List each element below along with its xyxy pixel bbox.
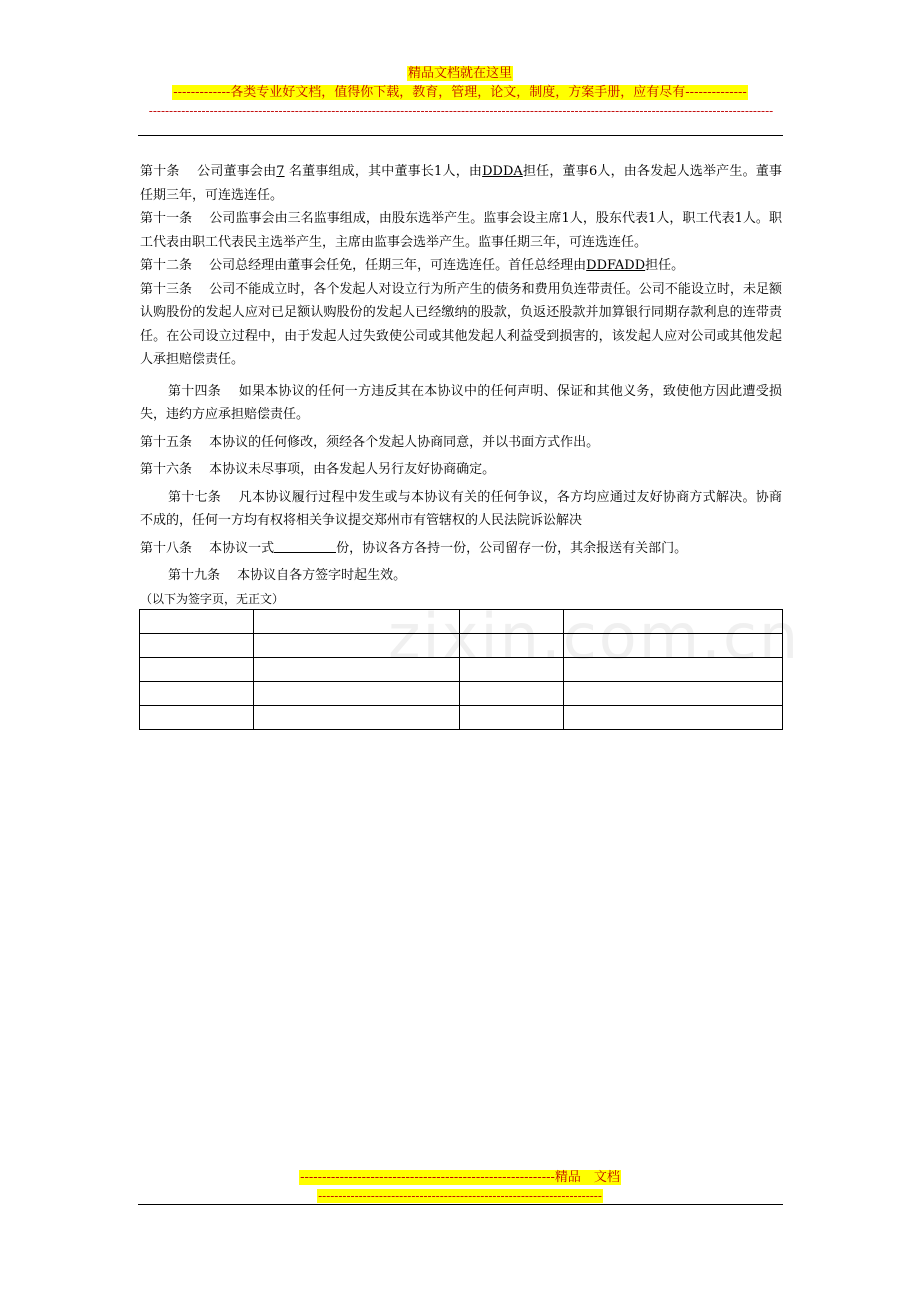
- article-text: 如果本协议的任何一方违反其在本协议中的任何声明、保证和其他义务，致使他方因此遭受损失，违约方应承担赔偿责任。: [140, 383, 782, 422]
- document-body: [140, 160, 782, 730]
- chairman-name: DDDA: [482, 164, 523, 179]
- signature-cell: [140, 633, 254, 657]
- signature-cell: [253, 609, 460, 633]
- article-10: [140, 160, 782, 207]
- header-dash-line: ----------------------------------------------------------------------------------------------------------------------------------------------------------: [148, 104, 774, 118]
- article-text: 本协议未尽事项，由各发起人另行友好协商确定。: [209, 462, 496, 477]
- article-text: 担任。: [645, 258, 685, 273]
- footer-line2: [0, 1188, 920, 1204]
- table-row: [140, 681, 783, 705]
- article-label: 第十五条: [140, 434, 193, 450]
- general-manager-name: DDFADD: [586, 258, 646, 273]
- signature-cell: [460, 681, 564, 705]
- footer-line1: [0, 1170, 920, 1186]
- article-13: [140, 278, 782, 372]
- header-title-text: 精品文档就在这里: [407, 66, 512, 81]
- article-text: 本协议一式: [209, 540, 275, 556]
- article-label: 第十六条: [140, 462, 193, 477]
- article-text: 份，协议各方各持一份，公司留存一份，其余报送有关部门。: [336, 540, 688, 556]
- article-text: 公司不能成立时，各个发起人对设立行为所产生的债务和费用负连带责任。公司不能设立时，未足额认购股份的发起人应对已足额认购股份的发起人已经缴纳的股款，负返还股款并加算银行同期存款利息的连带责任。在公司设立过程中，由于发起人过失致使公司或其他发起人利益受到损害的，该发起人应对公司或其他发起人承担赔偿责任。: [140, 281, 782, 367]
- article-text: 凡本协议履行过程中发生或与本协议有关的任何争议，各方均应通过友好协商方式解决。协商不成的，任何一方均有权将相关争议提交郑州市有管辖权的人民法院诉讼解决: [140, 489, 782, 528]
- signature-cell: [253, 681, 460, 705]
- article-label: 第十八条: [140, 540, 193, 556]
- article-11: [140, 207, 782, 254]
- article-label: 第十条: [140, 164, 180, 179]
- article-17: [140, 486, 782, 533]
- article-label: 第十九条: [168, 568, 221, 583]
- watermark: zixin.com.cn: [388, 600, 801, 673]
- article-label: 第十三条: [140, 281, 193, 297]
- copies-blank: [274, 540, 336, 553]
- article-label: 第十一条: [140, 211, 193, 226]
- article-19: [140, 564, 782, 588]
- signature-cell: [564, 705, 783, 729]
- footer-rule: [138, 1204, 783, 1205]
- header-title: [0, 66, 920, 82]
- article-12: [140, 254, 782, 278]
- article-text: 公司董事会由: [197, 164, 277, 179]
- article-15: [140, 431, 782, 455]
- article-18: [140, 537, 782, 561]
- table-row: [140, 633, 783, 657]
- table-row: [140, 609, 783, 633]
- article-text: 本协议的任何修改，须经各个发起人协商同意，并以书面方式作出。: [209, 434, 600, 450]
- signature-cell: [460, 657, 564, 681]
- signature-cell: [253, 633, 460, 657]
- signature-table: [139, 609, 783, 730]
- article-label: 第十四条: [168, 383, 222, 399]
- signature-cell: [140, 705, 254, 729]
- header-slogan: [0, 85, 920, 101]
- director-count: 7: [276, 164, 285, 179]
- header-slogan-text: -------------各类专业好文档，值得你下载，教育，管理，论文，制度，方案手册，应有尽有--------------: [173, 85, 747, 100]
- signature-cell: [253, 657, 460, 681]
- article-label: 第十二条: [140, 258, 193, 273]
- article-label: 第十七条: [168, 489, 222, 505]
- header-rule: [138, 135, 783, 136]
- article-text: 名董事组成，其中董事长1人，由: [288, 164, 483, 179]
- signature-cell: [253, 705, 460, 729]
- signature-cell: [460, 633, 564, 657]
- signature-cell: [140, 657, 254, 681]
- signature-cell: [460, 705, 564, 729]
- signature-cell: [140, 681, 254, 705]
- article-16: [140, 458, 782, 482]
- signature-cell: [140, 609, 254, 633]
- article-text: 本协议自各方签字时起生效。: [237, 568, 407, 583]
- article-text: 公司总经理由董事会任免，任期三年，可连选连任。首任总经理由: [209, 258, 587, 273]
- signature-note: （以下为签字页，无正文）: [140, 591, 285, 606]
- signature-cell: [460, 609, 564, 633]
- signature-cell: [564, 633, 783, 657]
- article-14: [140, 380, 782, 427]
- table-row: [140, 705, 783, 729]
- article-text: 公司监事会由三名监事组成，由股东选举产生。监事会设主席1人，股东代表1人，职工代表1人。职工代表由职工代表民主选举产生，主席由监事会选举产生。监事任期三年，可连选连任。: [140, 211, 782, 250]
- signature-cell: [564, 681, 783, 705]
- article-text: 担任，董事6人，由各发起人选举产生。董事任期三年，可连选连任。: [140, 164, 782, 203]
- signature-cell: [564, 657, 783, 681]
- signature-cell: [564, 609, 783, 633]
- footer-dash-text: ----------------------------------------------------------------------: [318, 1189, 602, 1203]
- footer-text: ----------------------------------------------------------精品 文档: [300, 1170, 620, 1185]
- table-row: [140, 657, 783, 681]
